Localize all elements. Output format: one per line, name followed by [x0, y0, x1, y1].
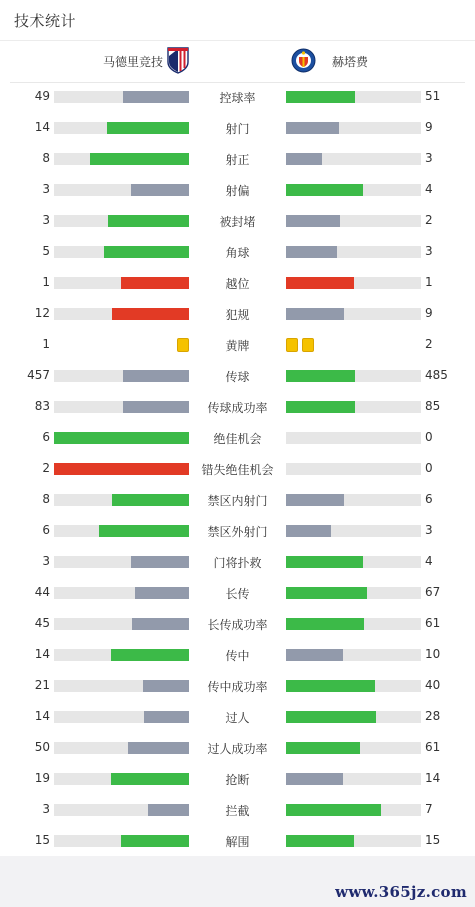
home-stat-bar-track: [54, 308, 189, 320]
away-stat-bar-fill: [286, 246, 337, 258]
away-stat-value: 28: [425, 709, 441, 723]
stat-label: 禁区内射门: [207, 494, 268, 508]
home-stat-bar-fill: [108, 215, 189, 227]
away-stat-bar-track: [286, 246, 421, 258]
home-stat-bar-track: [54, 463, 189, 475]
stat-row: [0, 81, 475, 112]
away-stat-bar-track: [286, 525, 421, 537]
stat-row: [0, 825, 475, 856]
home-stat-bar-fill: [112, 308, 189, 320]
home-stat-bar-fill: [128, 742, 189, 754]
away-stat-bar-fill: [286, 835, 354, 847]
stat-label: 抢断: [225, 773, 250, 787]
home-stat-bar-fill: [144, 711, 189, 723]
away-stat-bar-fill: [286, 556, 363, 568]
away-stat-bar-track: [286, 184, 421, 196]
stat-row: [0, 205, 475, 236]
home-stat-value: 5: [42, 244, 50, 258]
home-stat-bar-fill: [104, 246, 189, 258]
home-stat-value: 14: [34, 647, 50, 661]
away-stat-value: 10: [425, 647, 441, 661]
away-stat-value: 61: [425, 740, 441, 754]
away-stat-bar-fill: [286, 494, 344, 506]
home-stat-bar-fill: [111, 649, 189, 661]
stat-row: [0, 608, 475, 639]
stat-label: 射正: [225, 153, 250, 167]
stat-label: 绝佳机会: [213, 432, 262, 446]
away-stat-value: 15: [425, 833, 441, 847]
stat-row: [0, 360, 475, 391]
home-stat-bar-track: [54, 246, 189, 258]
away-stat-value: 485: [425, 368, 448, 382]
home-stat-bar-fill: [90, 153, 189, 165]
stat-label: 禁区外射门: [207, 525, 268, 539]
away-stat-bar-track: [286, 618, 421, 630]
stat-label: 越位: [225, 277, 250, 291]
away-stat-bar-track: [286, 277, 421, 289]
home-stat-bar-track: [54, 277, 189, 289]
home-stat-bar-track: [54, 587, 189, 599]
stat-label: 角球: [225, 246, 250, 260]
away-stat-value: 14: [425, 771, 441, 785]
away-stat-bar-track: [286, 432, 421, 444]
away-stat-bar-fill: [286, 153, 322, 165]
away-stat-bar-track: [286, 401, 421, 413]
stat-label: 长传成功率: [207, 618, 268, 632]
home-stat-bar-track: [54, 401, 189, 413]
stat-row: [0, 639, 475, 670]
home-stat-value: 1: [42, 337, 50, 351]
away-stat-bar-track: [286, 463, 421, 475]
home-stat-bar-track: [54, 91, 189, 103]
stat-label: 长传: [225, 587, 250, 601]
home-stat-bar-fill: [111, 773, 189, 785]
stat-row: [0, 701, 475, 732]
stat-row: [0, 267, 475, 298]
home-stat-bar-fill: [123, 370, 189, 382]
atletico-crest-icon[interactable]: [167, 47, 189, 74]
teams-bar: [10, 41, 465, 83]
away-stat-value: 67: [425, 585, 441, 599]
away-stat-value: 3: [425, 244, 433, 258]
home-stat-bar-track: [54, 804, 189, 816]
stat-row: [0, 453, 475, 484]
away-stat-bar-fill: [286, 215, 340, 227]
home-stat-bar-fill: [99, 525, 189, 537]
away-stat-bar-track: [286, 711, 421, 723]
home-stat-value: 6: [42, 430, 50, 444]
stat-label: 被封堵: [219, 215, 256, 229]
header: [0, 0, 475, 41]
away-stat-bar-fill: [286, 184, 363, 196]
home-stat-value: 6: [42, 523, 50, 537]
stat-row: [0, 546, 475, 577]
home-stat-bar-track: [54, 618, 189, 630]
home-stat-bar-track: [54, 122, 189, 134]
home-stat-value: 19: [34, 771, 50, 785]
away-stat-bar-track: [286, 122, 421, 134]
away-stat-bar-track: [286, 153, 421, 165]
stat-row: [0, 670, 475, 701]
away-stat-value: 6: [425, 492, 433, 506]
away-stat-bar-track: [286, 587, 421, 599]
away-stat-bar-fill: [286, 773, 343, 785]
home-stat-bar-track: [54, 432, 189, 444]
stat-label: 传中成功率: [207, 680, 268, 694]
home-stat-value: 2: [42, 461, 50, 475]
away-stat-bar-fill: [286, 122, 339, 134]
away-stat-value: 51: [425, 89, 441, 103]
stat-label: 拦截: [225, 804, 250, 818]
home-stat-value: 1: [42, 275, 50, 289]
stat-row: [0, 143, 475, 174]
home-stat-bar-track: [54, 773, 189, 785]
away-stat-value: 4: [425, 182, 433, 196]
home-stat-bar-fill: [54, 463, 189, 475]
stat-row: [0, 484, 475, 515]
away-stat-value: 85: [425, 399, 441, 413]
away-team-name[interactable]: 赫塔费: [332, 55, 369, 69]
home-stat-value: 15: [34, 833, 50, 847]
away-stat-value: 3: [425, 523, 433, 537]
away-stat-bar-track: [286, 804, 421, 816]
stat-label: 传中: [225, 649, 250, 663]
stat-label: 射门: [225, 122, 250, 136]
away-stat-value: 9: [425, 120, 433, 134]
home-team-name[interactable]: 马德里竞技: [102, 55, 163, 69]
home-stat-value: 3: [42, 182, 50, 196]
away-stat-bar-fill: [286, 525, 331, 537]
away-stat-value: 1: [425, 275, 433, 289]
home-stat-bar-fill: [121, 835, 189, 847]
stat-row: [0, 763, 475, 794]
away-stat-bar-track: [286, 773, 421, 785]
stat-label: 射偏: [225, 184, 250, 198]
away-stat-value: 4: [425, 554, 433, 568]
stat-label: 黄牌: [225, 339, 250, 353]
stat-row: [0, 391, 475, 422]
home-stat-value: 3: [42, 802, 50, 816]
home-stat-value: 8: [42, 492, 50, 506]
home-stat-bar-track: [54, 494, 189, 506]
home-stat-bar-track: [54, 184, 189, 196]
stat-row: [0, 298, 475, 329]
away-yellow-cards: [286, 338, 318, 352]
home-stat-value: 3: [42, 213, 50, 227]
home-stat-bar-fill: [131, 556, 189, 568]
away-stat-bar-track: [286, 494, 421, 506]
stat-row: [0, 794, 475, 825]
home-stat-value: 49: [34, 89, 50, 103]
home-stat-bar-track: [54, 835, 189, 847]
yellow-card-icon: [177, 338, 189, 352]
away-stat-bar-fill: [286, 711, 376, 723]
stat-row: [0, 174, 475, 205]
home-stat-value: 457: [27, 368, 50, 382]
away-stat-bar-fill: [286, 618, 364, 630]
away-stat-value: 7: [425, 802, 433, 816]
stat-label: 过人成功率: [207, 742, 268, 756]
home-stat-value: 8: [42, 151, 50, 165]
stat-label: 过人: [225, 711, 250, 725]
away-stat-value: 9: [425, 306, 433, 320]
home-stat-bar-fill: [107, 122, 189, 134]
home-stat-bar-fill: [131, 184, 189, 196]
home-stat-bar-track: [54, 215, 189, 227]
away-stat-bar-fill: [286, 308, 344, 320]
away-stat-bar-track: [286, 680, 421, 692]
away-stat-bar-track: [286, 308, 421, 320]
watermark: www.365jz.com: [335, 883, 467, 901]
home-stat-bar-fill: [123, 401, 189, 413]
stat-row: [0, 236, 475, 267]
away-stat-bar-track: [286, 649, 421, 661]
away-stat-value: 0: [425, 430, 433, 444]
away-stat-bar-track: [286, 742, 421, 754]
away-stat-bar-fill: [286, 370, 355, 382]
getafe-crest-icon[interactable]: [291, 48, 316, 73]
home-stat-bar-track: [54, 153, 189, 165]
home-stat-bar-fill: [132, 618, 189, 630]
home-stat-value: 50: [34, 740, 50, 754]
stat-label: 传球成功率: [207, 401, 268, 415]
home-stat-bar-track: [54, 370, 189, 382]
home-stat-bar-track: [54, 649, 189, 661]
away-stat-bar-fill: [286, 587, 367, 599]
away-stat-bar-track: [286, 370, 421, 382]
home-stat-bar-fill: [148, 804, 189, 816]
home-stat-bar-track: [54, 742, 189, 754]
home-stat-bar-track: [54, 711, 189, 723]
yellow-card-icon: [286, 338, 298, 352]
home-stat-bar-fill: [112, 494, 189, 506]
home-yellow-cards: [173, 338, 189, 352]
away-stat-bar-fill: [286, 742, 360, 754]
away-stat-bar-track: [286, 835, 421, 847]
away-stat-bar-track: [286, 91, 421, 103]
home-stat-bar-fill: [135, 587, 189, 599]
away-stat-value: 3: [425, 151, 433, 165]
stat-label: 错失绝佳机会: [201, 463, 274, 477]
stat-row: [0, 329, 475, 360]
away-stat-bar-fill: [286, 680, 375, 692]
away-stat-bar-fill: [286, 277, 354, 289]
stat-label: 解围: [225, 835, 250, 849]
home-stat-value: 44: [34, 585, 50, 599]
away-stat-value: 0: [425, 461, 433, 475]
stat-label: 控球率: [219, 91, 256, 105]
away-stat-value: 40: [425, 678, 441, 692]
stat-label: 门将扑救: [213, 556, 262, 570]
home-stat-bar-track: [54, 556, 189, 568]
page-title: 技术统计: [14, 12, 77, 30]
home-stat-value: 12: [34, 306, 50, 320]
home-stat-bar-fill: [123, 91, 189, 103]
stat-row: [0, 515, 475, 546]
home-stat-value: 45: [34, 616, 50, 630]
away-stat-bar-fill: [286, 804, 381, 816]
home-stat-value: 14: [34, 120, 50, 134]
home-stat-bar-fill: [54, 432, 189, 444]
home-stat-bar-fill: [143, 680, 189, 692]
stat-row: [0, 577, 475, 608]
away-stat-value: 2: [425, 213, 433, 227]
away-stat-bar-track: [286, 556, 421, 568]
away-stat-bar-track: [286, 215, 421, 227]
away-stat-value: 61: [425, 616, 441, 630]
away-stat-value: 2: [425, 337, 433, 351]
home-stat-value: 83: [34, 399, 50, 413]
away-stat-bar-fill: [286, 91, 355, 103]
home-stat-value: 3: [42, 554, 50, 568]
home-stat-value: 21: [34, 678, 50, 692]
stat-label: 犯规: [225, 308, 250, 322]
yellow-card-icon: [302, 338, 314, 352]
home-stat-bar-fill: [121, 277, 189, 289]
stat-row: [0, 732, 475, 763]
home-stat-bar-track: [54, 680, 189, 692]
home-stat-value: 14: [34, 709, 50, 723]
stat-label: 传球: [225, 370, 250, 384]
away-stat-bar-fill: [286, 401, 355, 413]
stat-row: [0, 422, 475, 453]
home-stat-bar-track: [54, 525, 189, 537]
away-stat-bar-fill: [286, 649, 343, 661]
stat-row: [0, 112, 475, 143]
